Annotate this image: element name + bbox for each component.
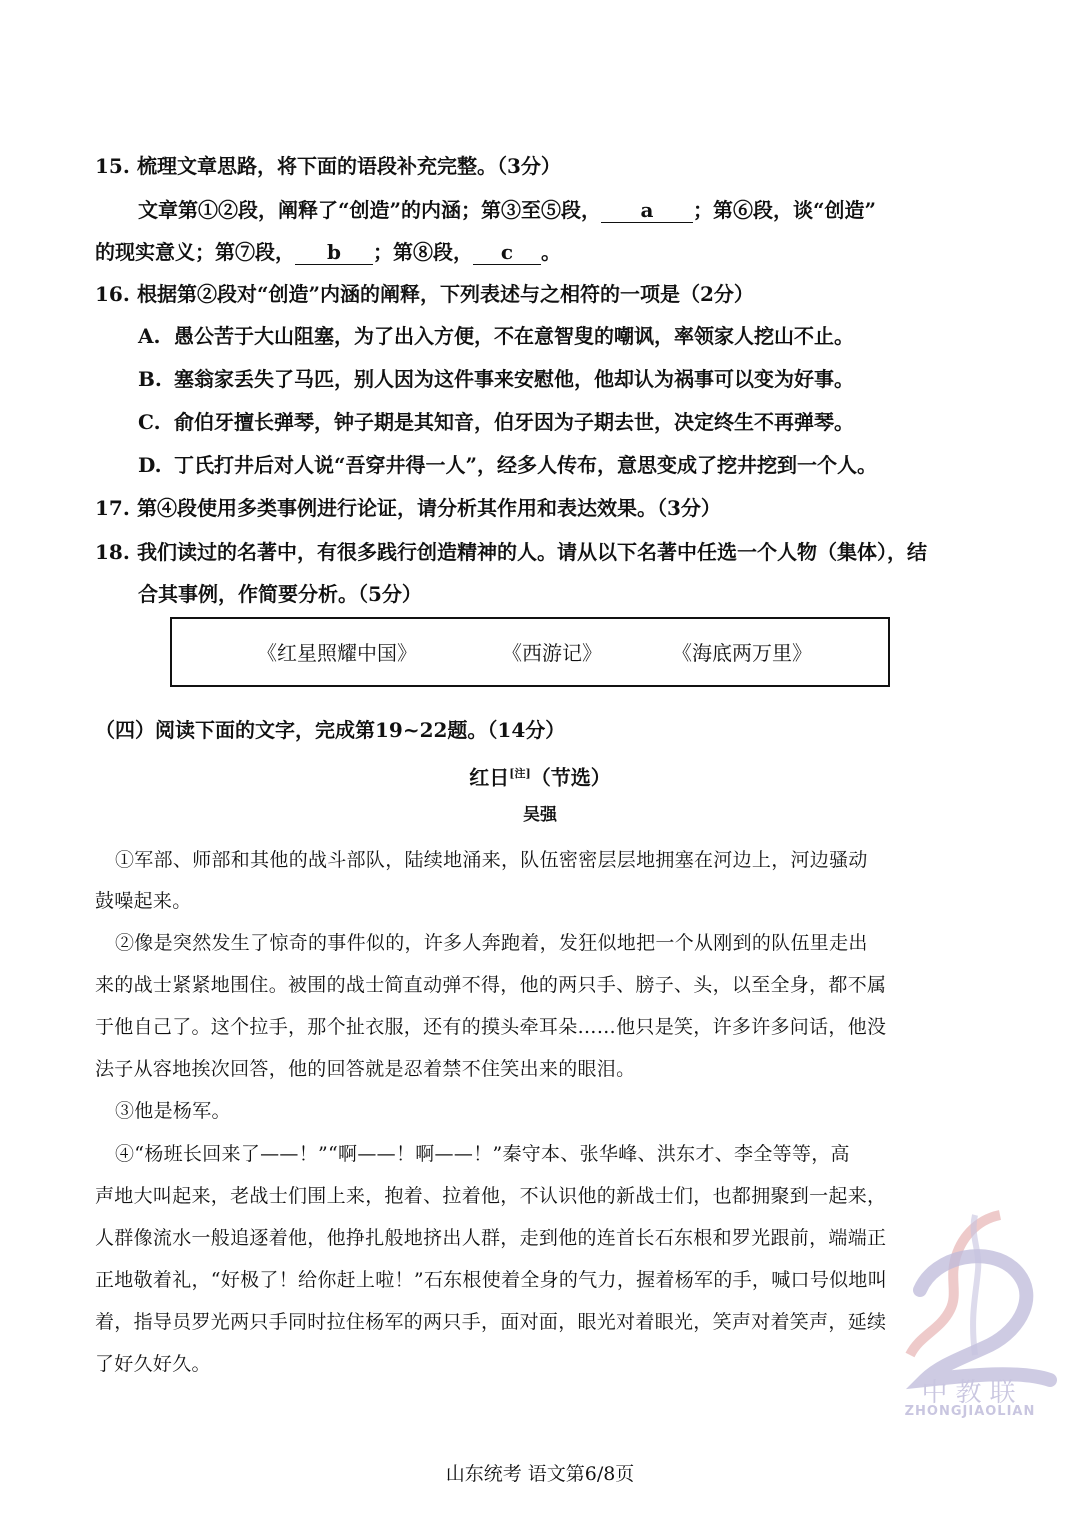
- blank-a[interactable]: a: [601, 198, 693, 223]
- paragraph-line: 正地敬着礼，“好极了！给你赶上啦！”石东根使着全身的气力，握着杨军的手，喊口号似地叫: [95, 1269, 888, 1291]
- section-heading: （四）阅读下面的文字，完成第19~22题。（14分）: [95, 718, 566, 742]
- page-footer: 山东统考 语文第6/8页: [445, 1463, 635, 1485]
- paragraph-line: 人群像流水一般追逐着他，他挣扎般地挤出人群，走到他的连首长石东根和罗光跟前，端端正: [95, 1227, 887, 1249]
- paragraph-line: ②像是突然发生了惊奇的事件似的，许多人奔跑着，发狂似地把一个从刚到的队伍里走出: [115, 932, 868, 954]
- blank-c[interactable]: c: [473, 240, 541, 265]
- question-17: [95, 494, 721, 522]
- option-a[interactable]: A. 愚公苦于大山阻塞，为了出入方便，不在意智叟的嘲讽，率领家人挖山不止。: [138, 324, 854, 348]
- paragraph-line: ③他是杨军。: [115, 1100, 231, 1122]
- paragraph-line: 法子从容地挨次回答，他的回答就是忍着禁不住笑出来的眼泪。: [95, 1058, 636, 1080]
- book-title: 《西游记》: [502, 641, 602, 665]
- title-note: [注]: [509, 767, 531, 780]
- paragraph-line: 鼓噪起来。: [95, 890, 192, 912]
- book-title: 《红星照耀中国》: [257, 641, 417, 665]
- question-18-line-2: 合其事例，作简要分析。（5分）: [138, 582, 422, 606]
- option-d[interactable]: D. 丁氏打井后对人说“吾穿井得一人”，经多人传布，意思变成了挖井挖到一个人。: [138, 453, 878, 477]
- paragraph-line: 声地大叫起来，老战士们围上来，抱着、拉着他，不认识他的新战士们，也都拥聚到一起来，: [95, 1185, 887, 1207]
- question-16: [95, 280, 754, 308]
- paragraph-line: 来的战士紧紧地围住。被围的战士简直动弹不得，他的两只手、膀子、头，以至全身，都不属: [95, 974, 887, 996]
- option-c[interactable]: C. 俞伯牙擅长弹琴，钟子期是其知音，伯牙因为子期去世，决定终生不再弹琴。: [138, 410, 854, 434]
- paragraph-line: 于他自己了。这个拉手，那个扯衣服，还有的摸头牵耳朵……他只是笑，许多许多问话，他没: [95, 1016, 887, 1038]
- question-prompt: 我们读过的名著中，有很多践行创造精神的人。请从以下名著中任选一个人物（集体），结: [137, 540, 927, 564]
- question-number: 15.: [95, 154, 130, 178]
- book-title: 《海底两万里》: [672, 641, 812, 665]
- question-prompt: 第④段使用多类事例进行论证，请分析其作用和表达效果。（3分）: [137, 496, 721, 520]
- paragraph-line: 了好久好久。: [95, 1353, 211, 1375]
- question-prompt: 梳理文章思路，将下面的语段补充完整。（3分）: [137, 154, 561, 178]
- question-prompt: 根据第②段对“创造”内涵的阐释，下列表述与之相符的一项是（2分）: [137, 282, 754, 306]
- passage-title: 红日[注]（节选）: [469, 765, 611, 790]
- paragraph-line: 着，指导员罗光两只手同时拉住杨军的两只手，面对面，眼光对着眼光，笑声对着笑声，延续: [95, 1311, 887, 1333]
- q15-text-line-1: 文章第①②段，阐释了“创造”的内涵；第③至⑤段， a ；第⑥段，谈“创造”: [138, 198, 877, 222]
- question-18: [95, 538, 927, 566]
- book-list-box: [170, 617, 890, 687]
- passage-author: 吴强: [523, 805, 557, 825]
- question-15: [95, 152, 561, 180]
- question-number: 18.: [95, 540, 130, 564]
- q15-text-line-2: 的现实意义；第⑦段， b ；第⑧段， c 。: [95, 240, 561, 264]
- watermark-pinyin: ZHONGJIAOLIAN: [904, 1404, 1036, 1419]
- question-number: 17.: [95, 496, 130, 520]
- paragraph-line: ④“杨班长回来了——！”“啊——！啊——！”秦守本、张华峰、洪东才、李全等等，高: [115, 1143, 850, 1165]
- option-b[interactable]: B. 塞翁家丢失了马匹，别人因为这件事来安慰他，他却认为祸事可以变为好事。: [138, 367, 854, 391]
- paragraph-line: ①军部、师部和其他的战斗部队，陆续地涌来，队伍密密层层地拥塞在河边上，河边骚动: [115, 849, 868, 871]
- question-number: 16.: [95, 282, 130, 306]
- watermark-name: 中教联: [921, 1378, 1024, 1408]
- blank-b[interactable]: b: [295, 240, 373, 265]
